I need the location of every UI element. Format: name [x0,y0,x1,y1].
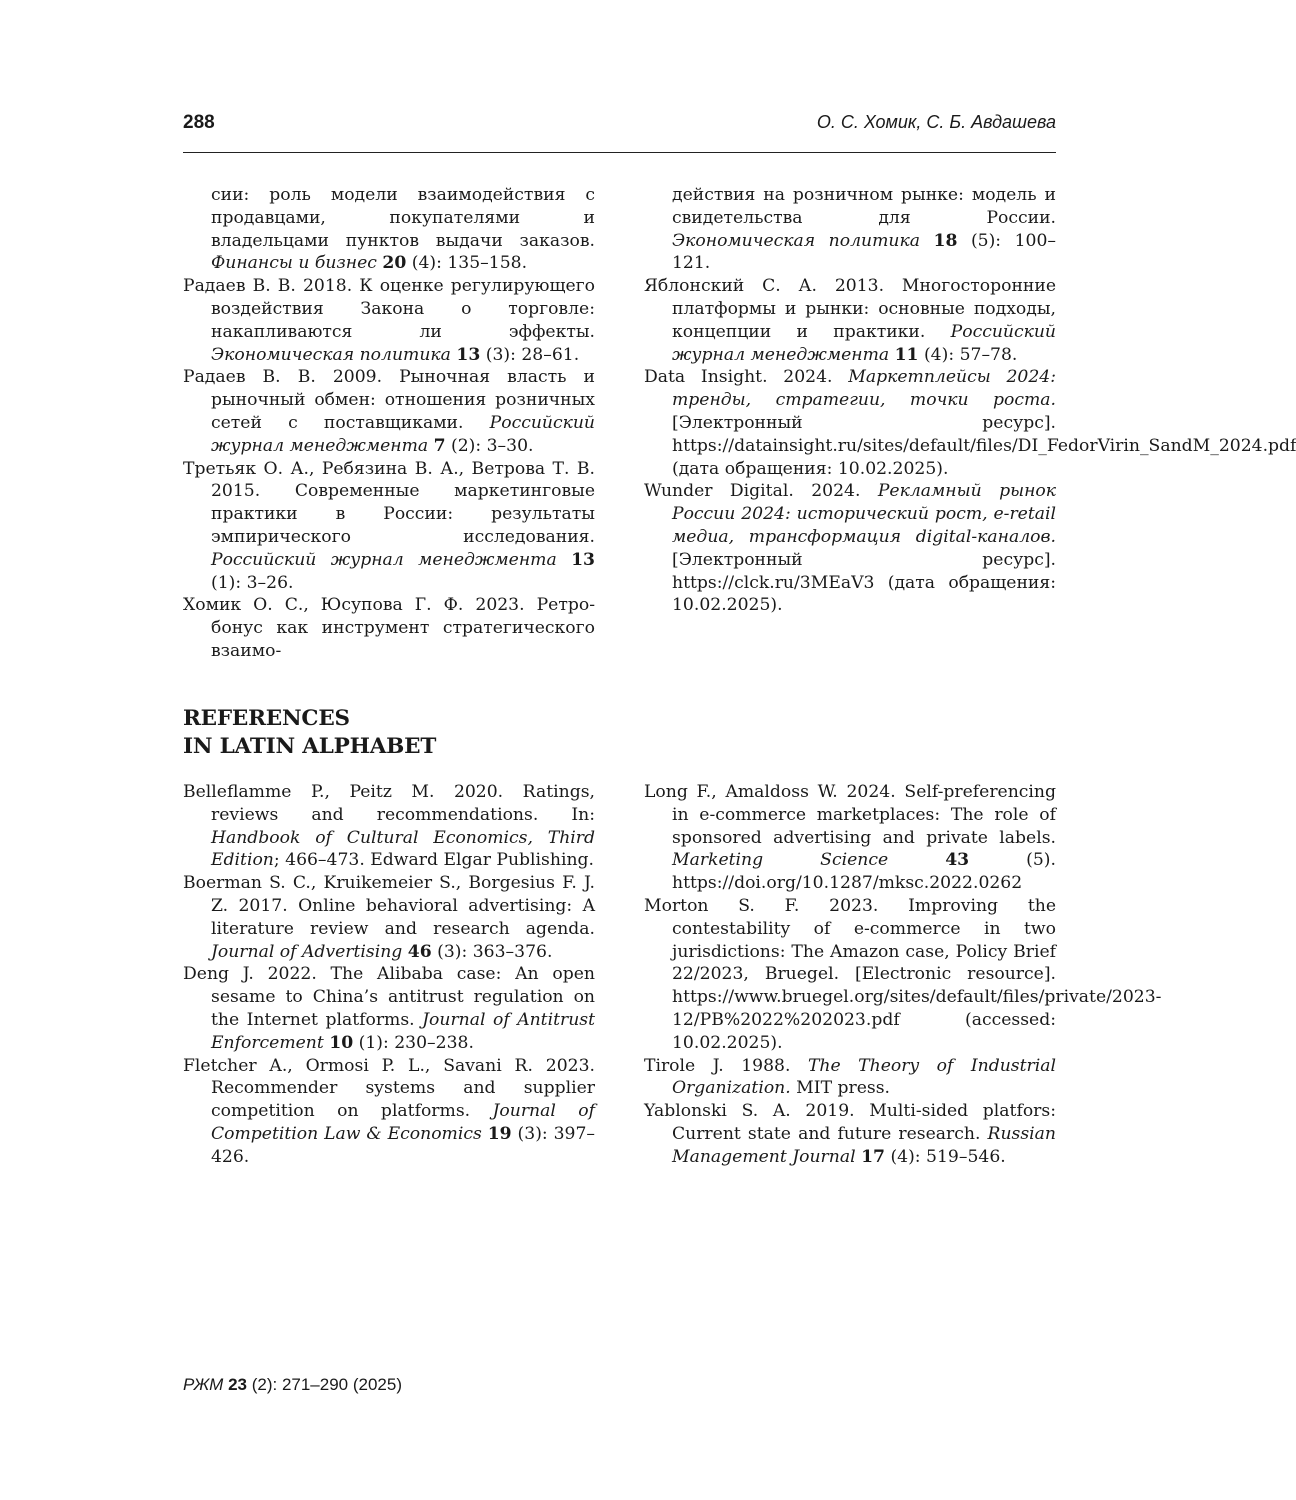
reference-text: (5). https://doi.org/10.1287/mksc.2022.0262 [672,850,1056,894]
reference-entry [644,184,1056,275]
reference-text: Tirole J. 1988. [644,1055,808,1076]
reference-entry [183,1055,595,1169]
reference-entry [644,366,1296,480]
reference-text: действия на розничном рынке: модель и свидетельства для России. [672,185,1056,228]
reference-entry [644,480,1056,617]
reference-title: Journal of Advertising [211,941,403,962]
reference-title: Marketing Science [672,850,889,871]
reference-text: Радаев В. В. 2009. Рыночная власть и рыночный обмен: отношения розничных сетей с поставщиками. [183,367,595,433]
reference-entry [183,594,595,662]
header-rule [183,152,1056,153]
reference-entry [183,366,595,457]
reference-volume: 46 [407,941,432,962]
reference-entry [183,781,595,872]
reference-title: The Theory of Industrial Organization. [672,1055,1056,1099]
reference-text: MIT press. [790,1078,890,1099]
reference-volume: 13 [571,549,595,570]
reference-volume: 19 [487,1123,512,1144]
reference-title: Маркетплейсы 2024: тренды, стратегии, точки роста. [672,367,1056,411]
reference-text [920,231,934,251]
reference-entry [644,1055,1056,1101]
reference-volume: 11 [894,344,919,365]
reference-volume: 10 [329,1032,354,1053]
reference-text: Хомик О. С., Юсупова Г. Ф. 2023. Ретро-бонус как инструмент стратегического взаимо- [183,595,595,661]
reference-text: Long F., Amaldoss W. 2024. Self-preferencing in e-commerce marketplaces: The role of sponsored advertising and private labels. [644,782,1056,848]
reference-text: (2): 3–30. [445,435,534,456]
reference-title: Handbook of Cultural Economics, Third Edition [211,827,595,871]
reference-text: ; 466–473. Edward Elgar Publishing. [273,850,594,871]
section-heading-references-latin [183,705,436,761]
reference-title: Journal of Competition Law & Economics [211,1101,596,1144]
reference-text: (4): 135–158. [406,253,528,274]
reference-entry [183,184,595,275]
reference-title: Финансы и бизнес [211,253,377,274]
reference-text: Yablonski S. A. 2019. Multi-sided platfors: Current state and future research. [644,1101,1056,1144]
reference-list-russian-right [644,184,1296,617]
reference-text [888,850,945,870]
reference-text: [Электронный ресурс]. https://datainsight.ru/sites/default/files/DI_FedorVirin_SandM_2024.pdf (дата обращения: 10.02.2025). [672,412,1296,479]
reference-text [557,550,571,570]
reference-title: Russian Management Journal [672,1123,1056,1167]
reference-list-russian-left [183,184,595,663]
reference-title: Российский журнал менеджмента [211,549,557,570]
reference-entry [183,275,595,366]
reference-text: Радаев В. В. 2018. К оценке регулирующего воздействия Закона о торговле: накапливаются ли эффекты. [183,276,595,342]
reference-text: Wunder Digital. 2024. [644,481,878,502]
section-heading-line-1: REFERENCES [183,706,350,731]
reference-text: Яблонский С. А. 2013. Многосторонние платформы и рынки: основные подходы, концепции и практики. [644,276,1056,342]
reference-title: Российский журнал менеджмента [672,321,1056,365]
running-head-authors: О. С. Хомик, С. Б. Авдашева [816,112,1056,132]
reference-text: Fletcher A., Ormosi P. L., Savani R. 2023. Recommender systems and supplier competition on platforms. [183,1055,595,1122]
reference-text: (5): 100–121. [672,230,1057,274]
footer-volume: 23 [228,1375,247,1394]
reference-entry [183,872,595,963]
reference-text: Data Insight. 2024. [644,367,849,388]
reference-text: [Электронный ресурс]. https://clck.ru/3MEaV3 (дата обращения: 10.02.2025). [672,549,1056,616]
reference-text: (3): 397–426. [211,1123,596,1167]
reference-title: Рекламный рынок России 2024: исторический рост, e-retail медиа, трансформация digital-каналов. [672,481,1057,547]
reference-list-latin-right [644,781,1162,1169]
reference-title: Экономическая политика [211,344,451,365]
reference-text: Третьяк О. А., Ребязина В. А., Ветрова Т. В. 2015. Современные маркетинговые практики в России: результаты эмпирического исследования. [183,458,595,547]
reference-volume: 43 [945,850,970,871]
reference-text: Deng J. 2022. The Alibaba case: An open sesame to China’s antitrust regulation on the Internet platforms. [183,964,595,1030]
page-number: 288 [183,112,215,133]
reference-text: сии: роль модели взаимодействия с продавцами, покупателями и владельцами пунктов выдачи заказов. [211,185,595,251]
reference-entry [644,1100,1056,1168]
reference-entry [183,963,595,1054]
reference-text: (1): 3–26. [211,572,294,593]
reference-title: Российский журнал менеджмента [211,412,595,456]
reference-title: Journal of Antitrust Enforcement [211,1009,596,1053]
reference-volume: 18 [933,230,958,251]
reference-text: (4): 57–78. [918,344,1018,365]
footer-journal: РЖМ [183,1375,224,1394]
reference-text: Belleflamme P., Peitz M. 2020. Ratings, reviews and recommendations. In: [183,782,595,825]
reference-list-latin-left [183,781,595,1169]
reference-volume: 17 [861,1146,885,1167]
reference-text: (3): 363–376. [431,941,553,962]
reference-text: Morton S. F. 2023. Improving the contestability of e-commerce in two jurisdictions: The Amazon case, Policy Brief 22/2023, Bruegel. [Electronic resource]. https://www.bruegel.org/sites/default/files/private/2023-12/PB%2022%202023.pdf (accessed: 10.02.2025). [644,895,1162,1053]
reference-entry [183,458,595,595]
reference-text: (1): 230–238. [353,1032,474,1053]
section-heading-line-2: IN LATIN ALPHABET [183,734,437,759]
reference-text: Boerman S. C., Kruikemeier S., Borgesius F. J. Z. 2017. Online behavioral advertising: A literature review and research agenda. [183,873,595,939]
reference-volume: 13 [456,344,481,365]
footer-citation [183,1375,402,1395]
reference-entry [644,895,1162,1055]
reference-text: (4): 519–546. [884,1146,1006,1167]
reference-entry [644,275,1056,366]
reference-volume: 7 [433,435,446,456]
footer-issue-pages: (2): 271–290 (2025) [247,1375,402,1394]
reference-title: Экономическая политика [672,230,920,251]
reference-volume: 20 [382,253,407,274]
reference-text: (3): 28–61. [480,344,580,365]
reference-entry [644,781,1056,895]
